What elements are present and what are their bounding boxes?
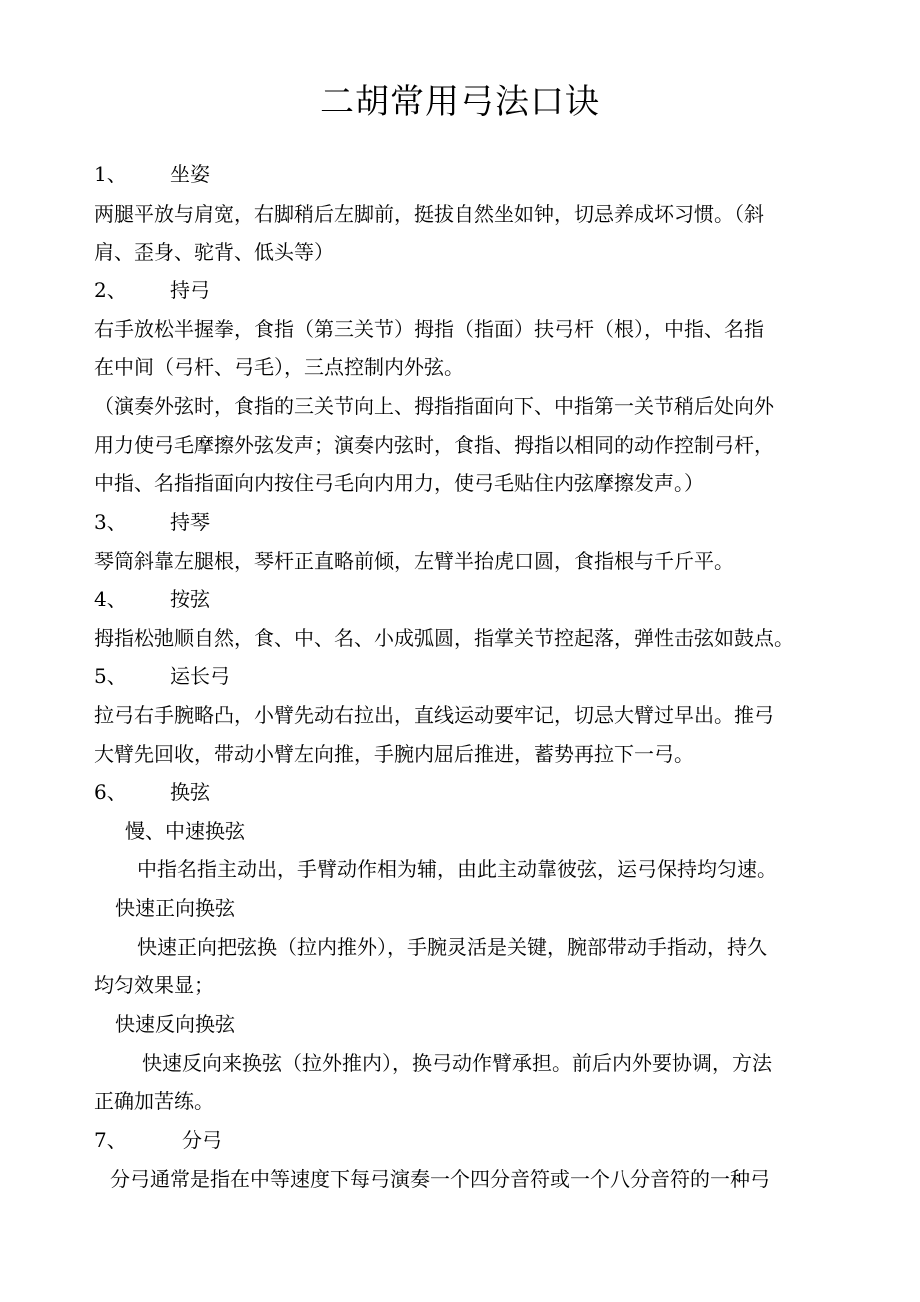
- paragraph-line: 拉弓右手腕略凸，小臂先动右拉出，直线运动要牢记，切忌大臂过早出。推弓: [94, 703, 774, 727]
- paragraph-line: 右手放松半握拳，食指（第三关节）拇指（指面）扶弓杆（根），中指、名指: [94, 317, 764, 341]
- paragraph-line: 大臂先回收，带动小臂左向推，手腕内屈后推进，蓄势再拉下一弓。: [94, 742, 694, 766]
- paragraph-line: 中指名指主动出，手臂动作相为辅，由此主动靠彼弦，运弓保持均匀速。: [137, 857, 777, 881]
- note-line: 中指、名指指面向内按住弓毛向内用力，使弓毛贴住内弦摩擦发声。）: [94, 471, 704, 495]
- section-number: 7、: [94, 1128, 127, 1152]
- page-title: 二胡常用弓法口诀: [320, 82, 600, 122]
- section-title: 持琴: [170, 510, 210, 534]
- section-title: 坐姿: [170, 162, 210, 186]
- section-number: 6、: [94, 780, 127, 804]
- section-title: 持弓: [170, 278, 210, 302]
- subheading: 快速正向换弦: [115, 896, 235, 920]
- section-heading-2: [94, 277, 210, 303]
- paragraph-line: 正确加苦练。: [94, 1089, 214, 1113]
- paragraph-line: 两腿平放与肩宽，右脚稍后左脚前，挺拔自然坐如钟，切忌养成坏习惯。（斜: [94, 202, 764, 226]
- paragraph-line: 在中间（弓杆、弓毛），三点控制内外弦。: [94, 355, 464, 379]
- note-line: 用力使弓毛摩擦外弦发声；演奏内弦时，食指、拇指以相同的动作控制弓杆，: [94, 433, 774, 457]
- section-title: 换弦: [170, 780, 210, 804]
- section-number: 3、: [94, 510, 127, 534]
- section-heading-4: [94, 586, 210, 612]
- paragraph-line: 分弓通常是指在中等速度下每弓演奏一个四分音符或一个八分音符的一种弓: [110, 1167, 770, 1191]
- subheading: 慢、中速换弦: [125, 819, 245, 843]
- note-line: （演奏外弦时，食指的三关节向上、拇指指面向下、中指第一关节稍后处向外: [94, 394, 774, 418]
- section-heading-7: [94, 1127, 222, 1153]
- paragraph-line: 琴筒斜靠左腿根，琴杆正直略前倾，左臂半抬虎口圆，食指根与千斤平。: [94, 549, 734, 573]
- section-number: 5、: [94, 664, 127, 688]
- paragraph-line: 肩、歪身、驼背、低头等）: [94, 240, 334, 264]
- paragraph-line: 快速正向把弦换（拉内推外），手腕灵活是关键，腕部带动手指动，持久: [137, 935, 767, 959]
- section-title: 按弦: [170, 587, 210, 611]
- section-title: 运长弓: [170, 664, 230, 688]
- section-heading-6: [94, 779, 210, 805]
- section-number: 1、: [94, 162, 127, 186]
- paragraph-line: 拇指松弛顺自然，食、中、名、小成弧圆，指掌关节控起落，弹性击弦如鼓点。: [94, 626, 794, 650]
- section-heading-3: [94, 509, 210, 535]
- subheading: 快速反向换弦: [115, 1012, 235, 1036]
- section-number: 4、: [94, 587, 127, 611]
- section-number: 2、: [94, 278, 127, 302]
- section-title: 分弓: [182, 1128, 222, 1152]
- paragraph-line: 均匀效果显；: [94, 973, 214, 997]
- section-heading-1: [94, 161, 210, 187]
- section-heading-5: [94, 663, 230, 689]
- paragraph-line: 快速反向来换弦（拉外推内），换弓动作臂承担。前后内外要协调，方法: [142, 1051, 772, 1075]
